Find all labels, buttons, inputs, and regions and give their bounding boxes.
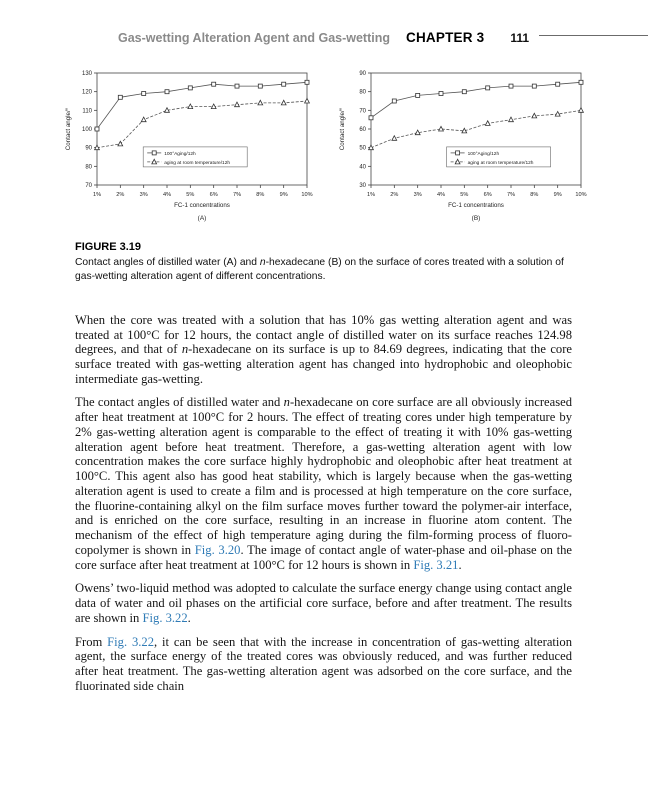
svg-text:9%: 9% — [553, 192, 562, 198]
page-header — [0, 0, 648, 45]
svg-text:aging at room temperature/12h: aging at room temperature/12h — [164, 160, 231, 166]
svg-text:30: 30 — [359, 183, 366, 189]
text-run: -hexadecane on its surface is up to 84.69 degrees, indicating that the core surface treated with gas-wetting alteration agent has changed into hydrophobic and oleophobic intermediate gas-wetting. — [75, 342, 572, 386]
svg-text:4%: 4% — [436, 192, 446, 198]
text-run: -hexadecane on core surface are all obviously increased after heat treatment at 100°C for 2 hours. The effect of treating cores under high temperature by 2% gas-wetting alteration agent is comparable to the effect of treating it with 10% gas-wetting alteration agent before heat treatment. Therefore, a gas-wetting alteration agent with low concentration makes the core surface highly hydrophobic and oleophobic after heat treatment at 100°C. This agent also has good heat stability, which is largely because when the gas-wetting alteration agent is used to create a film and is processed at high temperature on the core surface, the fluorine-containing alkyl on the film surface moves further toward the polymer-air interface, and is enriched on the core surface, resulting in an increase in fluorine atom content. The mechanism of the effect of high temperature aging during the film-forming process of fluoro-copolymer is shown in — [75, 395, 572, 557]
figure-3-19-charts — [0, 67, 648, 239]
chapter-heading: CHAPTER 3 — [406, 30, 485, 45]
italic-text: n — [259, 257, 266, 268]
figure-link[interactable]: Fig. 3.20 — [194, 542, 241, 557]
chart-contact-angle-hexadecane — [335, 67, 587, 239]
svg-text:1%: 1% — [92, 192, 102, 198]
paragraph — [75, 581, 572, 625]
svg-text:5%: 5% — [460, 192, 469, 198]
svg-text:3%: 3% — [139, 192, 148, 198]
text-run: , it can be seen that with the increase in concentration of gas-wetting alteration agent, the surface energy of the treated cores was obviously reduced, and was further reduced after heat treatment. The gas-wetting alteration agent was adsorbed on the core surface, and the fluorinated side chain — [75, 634, 572, 693]
svg-text:120: 120 — [81, 89, 92, 96]
running-title: Gas-wetting Alteration Agent and Gas-wetting — [118, 31, 391, 45]
svg-text:100: 100 — [81, 127, 92, 133]
svg-text:80: 80 — [85, 164, 92, 171]
svg-text:8%: 8% — [256, 192, 265, 198]
svg-text:2%: 2% — [116, 192, 125, 198]
svg-text:(B): (B) — [471, 215, 481, 222]
svg-text:1%: 1% — [366, 192, 376, 198]
text-run: -hexadecane (B) on the surface of cores treated with a solution of gas-wetting alteration agent of different concentrations. — [75, 257, 564, 283]
figure-caption — [75, 241, 573, 285]
figure-link[interactable]: Fig. 3.22 — [107, 634, 154, 649]
svg-text:7%: 7% — [232, 192, 242, 198]
body-text — [75, 313, 572, 694]
text-run: The contact angles of distilled water and — [75, 395, 284, 410]
svg-text:80: 80 — [359, 89, 366, 96]
text-run: . — [187, 610, 191, 625]
svg-text:6%: 6% — [209, 192, 218, 198]
header-rule — [539, 35, 648, 36]
svg-text:60: 60 — [359, 127, 366, 133]
italic-text: n — [283, 395, 290, 410]
svg-text:6%: 6% — [483, 192, 492, 198]
paragraph — [75, 635, 572, 694]
svg-text:90: 90 — [359, 71, 366, 77]
svg-text:FC-1 concentrations: FC-1 concentrations — [448, 202, 504, 209]
figure-link[interactable]: Fig. 3.21 — [413, 557, 459, 572]
svg-text:100°Aging/12h: 100°Aging/12h — [164, 151, 196, 157]
svg-text:FC-1 concentrations: FC-1 concentrations — [174, 202, 230, 209]
page-number: 111 — [510, 31, 530, 45]
svg-text:Contact angle/°: Contact angle/° — [339, 107, 346, 151]
svg-text:50: 50 — [359, 145, 366, 152]
svg-text:8%: 8% — [530, 192, 539, 198]
paragraph — [75, 395, 572, 572]
svg-text:10%: 10% — [301, 192, 313, 198]
chart-contact-angle-water — [61, 67, 313, 239]
paragraph — [75, 313, 572, 387]
text-run: From — [75, 634, 108, 649]
figure-caption-text — [75, 256, 573, 285]
svg-text:(A): (A) — [197, 215, 207, 222]
svg-text:Contact angle/°: Contact angle/° — [65, 107, 72, 151]
figure-link[interactable]: Fig. 3.22 — [142, 610, 188, 625]
svg-text:130: 130 — [81, 71, 92, 77]
svg-text:aging at room temperature/12h: aging at room temperature/12h — [467, 160, 534, 166]
svg-text:100°Aging/12h: 100°Aging/12h — [467, 151, 500, 157]
svg-text:70: 70 — [359, 108, 366, 115]
svg-text:7%: 7% — [506, 192, 516, 198]
svg-text:4%: 4% — [162, 192, 172, 198]
svg-text:3%: 3% — [413, 192, 422, 198]
svg-text:10%: 10% — [575, 192, 587, 198]
figure-label: FIGURE 3.19 — [75, 241, 142, 253]
svg-text:5%: 5% — [186, 192, 195, 198]
svg-text:90: 90 — [85, 145, 92, 152]
svg-text:110: 110 — [82, 108, 92, 115]
italic-text: n — [181, 342, 189, 357]
text-run: Contact angles of distilled water (A) and — [75, 257, 260, 268]
svg-text:9%: 9% — [279, 192, 288, 198]
text-run: When the core was treated with a solution that has 10% gas wetting alteration agent and was treated at 100°C for 12 hours, the contact angle of distilled water on its surface reaches 124.98 degrees, and that of — [75, 312, 572, 357]
text-run: Owens’ two-liquid method was adopted to calculate the surface energy change using contact angle data of water and oil phases on the artificial core surface, before and after treatment. The results are shown in — [75, 581, 572, 625]
text-run: . The image of contact angle of water-phase and oil-phase on the core surface after heat treatment at 100°C for 12 hours is shown in — [75, 542, 572, 572]
svg-text:70: 70 — [85, 183, 92, 189]
svg-text:2%: 2% — [390, 192, 399, 198]
text-run: . — [458, 557, 462, 572]
svg-text:40: 40 — [359, 164, 366, 171]
